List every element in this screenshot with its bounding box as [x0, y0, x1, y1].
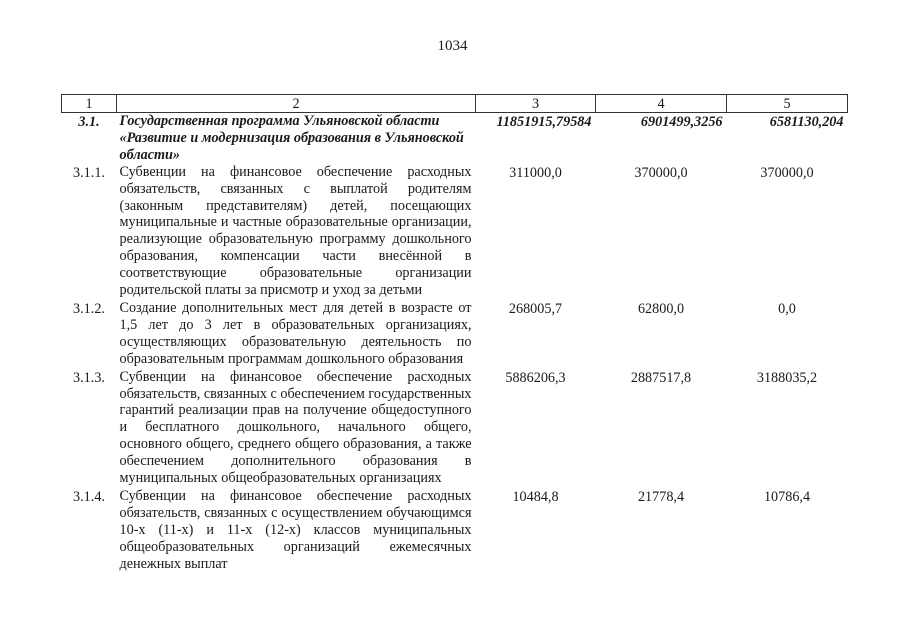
- row-description: Субвенции на финансовое обеспечение расходных обязательств, связанных с выплатой родителям (законным представителям) детей, посещающих муниципальные и частные образовательные организации, реализующие образовательную программу дошкольного образования, компенсации части внесённой в соответствующие образовательные организации родительской платы за присмотр и уход за детьми: [119, 163, 472, 299]
- row-value-col5: 6581130,204: [769, 114, 844, 130]
- row-description: Создание дополнительных мест для детей в возрасте от 1,5 лет до 3 лет в образовательных организациях, осуществляющих образовательную деятельность по образовательным программам дошкольного образования: [119, 299, 472, 367]
- table-row-program: [62, 113, 848, 164]
- row-value-col3: 5886206,3: [505, 369, 566, 386]
- row-value-col4: 2887517,8: [630, 369, 692, 386]
- row-value-col5: 370000,0: [760, 164, 814, 181]
- row-value-col4: 62800,0: [637, 300, 685, 317]
- row-value-col4: 6901499,3256: [640, 114, 723, 130]
- row-value-col5: 0,0: [778, 300, 796, 317]
- row-value-col3: 268005,7: [508, 300, 563, 317]
- row-description: Субвенции на финансовое обеспечение расходных обязательств, связанных с осуществлением обучающимся 10-х (11-х) и 11-х (12-х) классов муниципальных общеобразовательных организаций ежемесячных денежных выплат: [119, 487, 472, 572]
- row-number: 3.1.3.: [73, 369, 105, 386]
- header-col-4: 4: [596, 95, 727, 113]
- row-number: 3.1.: [78, 114, 100, 130]
- row-description: Государственная программа Ульяновской области «Развитие и модернизация образования в Ульяновской области»: [119, 113, 464, 163]
- table-row: [62, 488, 848, 574]
- header-col-1: 1: [62, 95, 117, 113]
- row-value-col5: 3188035,2: [756, 369, 818, 386]
- row-value-col4: 370000,0: [634, 164, 688, 181]
- budget-table: [61, 94, 848, 573]
- row-number: 3.1.2.: [73, 300, 105, 317]
- row-value-col4: 21778,4: [637, 488, 685, 505]
- row-number: 3.1.1.: [73, 164, 105, 181]
- header-row: [62, 95, 848, 113]
- row-value-col3: 10484,8: [512, 488, 559, 505]
- row-value-col3: 311000,0: [509, 164, 562, 181]
- table-row: [62, 369, 848, 488]
- page-number: 1034: [437, 38, 468, 54]
- row-number: 3.1.4.: [73, 488, 105, 505]
- table-row: [62, 164, 848, 300]
- header-col-2: 2: [117, 95, 476, 113]
- header-col-5: 5: [727, 95, 848, 113]
- row-description: Субвенции на финансовое обеспечение расходных обязательств, связанных с обеспечением государственных гарантий реализации прав на получение общедоступного и бесплатного дошкольного, начального общего, основного общего, среднего общего образования, а также обеспечением дополнительного образования в муниципальных общеобразовательных организациях: [119, 368, 472, 487]
- header-col-3: 3: [476, 95, 596, 113]
- row-value-col3: 11851915,79584: [496, 114, 592, 130]
- row-value-col5: 10786,4: [763, 488, 811, 505]
- table-row: [62, 300, 848, 369]
